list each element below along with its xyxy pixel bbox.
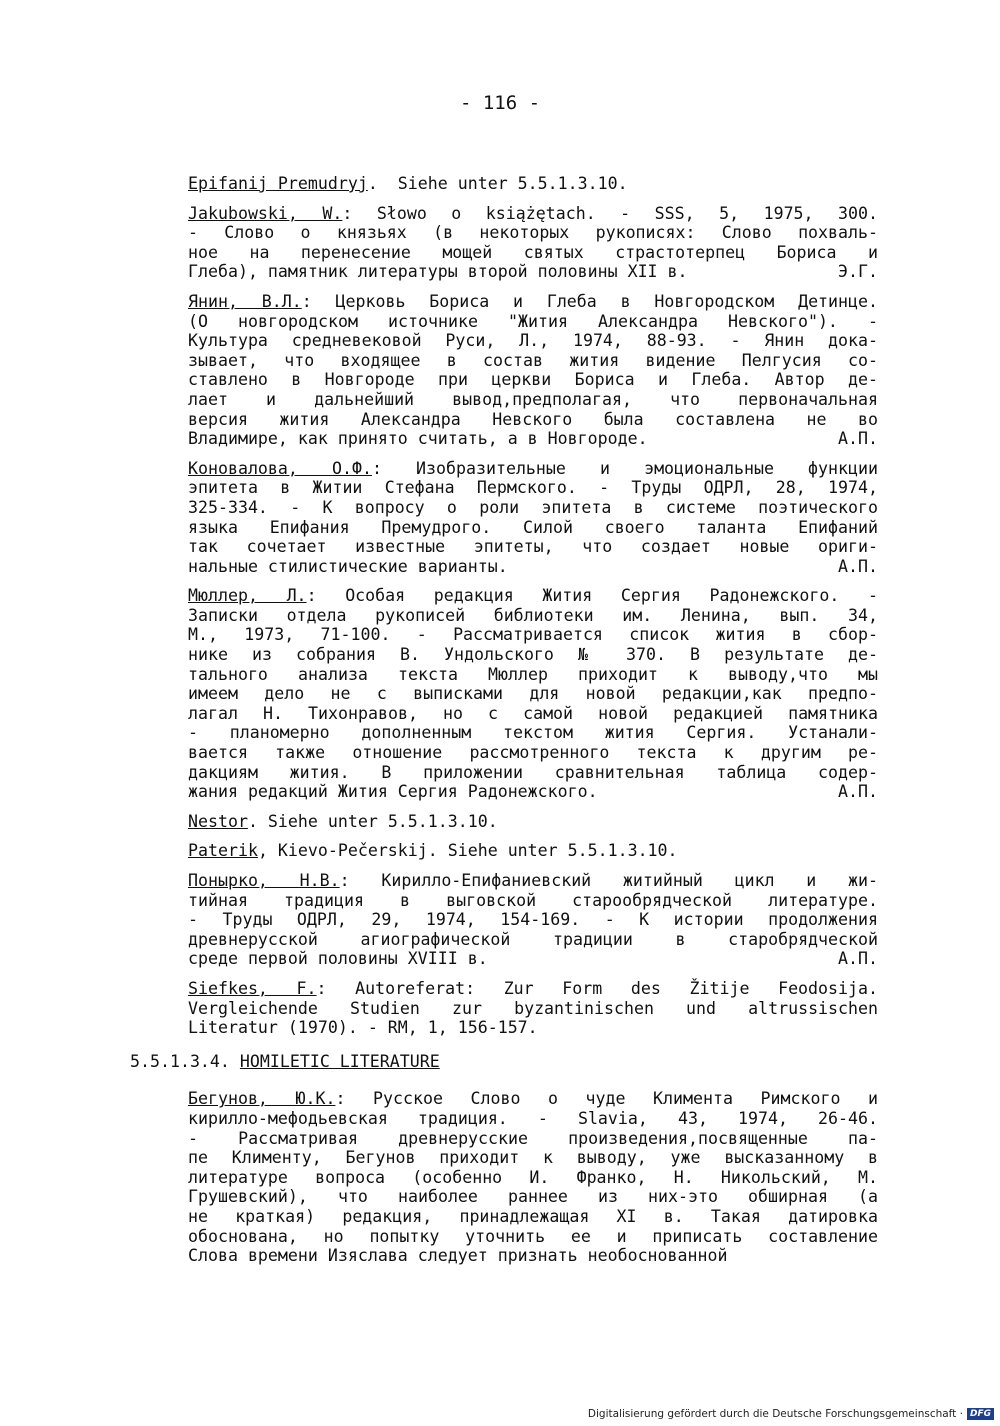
- entry-text: лагал Н. Тихонравов, но с самой новой редакцией памятника: [188, 703, 878, 723]
- entry-line: [188, 871, 878, 891]
- entry-line: [188, 498, 878, 518]
- entry-line: [188, 743, 878, 763]
- entry-line: [188, 841, 878, 861]
- entry-line: [188, 1109, 878, 1129]
- entry-line: [188, 312, 878, 332]
- entry-text: вается также отношение рассмотренного текста к другим ре-: [188, 743, 878, 763]
- entry-line: [188, 390, 878, 410]
- entry-line: [188, 1018, 878, 1038]
- entry-line: [188, 518, 878, 538]
- entry-text: имеем дело не с выписками для новой редакции,как предпо-: [188, 684, 878, 704]
- reviewer-initials: Э.Г.: [838, 262, 878, 282]
- entry-line: [188, 704, 878, 724]
- entry-text: 325-334. - К вопросу о роли эпитета в системе поэтического: [188, 497, 878, 517]
- entry-text: литературе вопроса (особенно И. Франко, Н. Никольский, М.: [188, 1167, 878, 1187]
- entry-text: - Рассматривая древнерусские произведения,посвященные па-: [188, 1128, 878, 1148]
- entry-text: нальные стилистические варианты.: [188, 556, 508, 576]
- entry-text: не краткая) редакция, принадлежащая XI в. Такая датировка: [188, 1206, 878, 1226]
- entry-text: пе Клименту, Бегунов приходит к выводу, уже высказанному в: [188, 1148, 878, 1168]
- entry-text: : Изобразительные и эмоциональные функции: [371, 458, 878, 478]
- section-number: 5.5.1.3.4.: [130, 1051, 240, 1071]
- entry-line: [188, 478, 878, 498]
- entry-text: : Autoreferat: Zur Form des Žitije Feodosija.: [316, 978, 878, 998]
- reviewer-initials: А.П.: [838, 949, 878, 969]
- entry-text: дакциям жития. В приложении сравнительная таблица содер-: [188, 762, 878, 782]
- entry-text: ное на перенесение мощей святых страстотерпец Бориса и: [188, 242, 878, 262]
- entry-text: - планомерно дополненным текстом жития Сергия. Устанали-: [188, 723, 878, 743]
- entry-line: [188, 979, 878, 999]
- entry-line: [188, 586, 878, 606]
- bibliography-entry: [188, 871, 878, 969]
- entry-line: [188, 459, 878, 479]
- entry-line: [188, 557, 878, 577]
- entry-line: [188, 684, 878, 704]
- entry-text: : Кирилло-Епифаниевский житийный цикл и жи-: [339, 871, 878, 890]
- entry-text: лает и дальнейший вывод,предполагая, что первоначальная: [188, 389, 878, 409]
- entry-line: [188, 1168, 878, 1188]
- entry-text: Культура средневековой Руси, Л., 1974, 88-93. - Янин дока-: [188, 331, 878, 351]
- entry-author: Siefkes, F.: [188, 978, 317, 998]
- entry-line: [188, 949, 878, 969]
- reviewer-initials: А.П.: [838, 429, 878, 449]
- entry-text: Грушевский), что наиболее раннее из них-это обширная (а: [188, 1187, 878, 1207]
- entry-line: [188, 606, 878, 626]
- entry-line: [188, 243, 878, 263]
- reviewer-initials: А.П.: [838, 782, 878, 802]
- entry-author: Янин, В.Л.: [188, 291, 302, 311]
- entry-text: среде первой половины XVIII в.: [188, 949, 488, 969]
- entry-line: [188, 351, 878, 371]
- entry-line: [188, 891, 878, 911]
- entry-line: [188, 292, 878, 312]
- entry-text: . Siehe unter 5.5.1.3.10.: [247, 811, 498, 831]
- reviewer-initials: А.П.: [838, 556, 878, 576]
- bibliography-entry: [188, 979, 878, 1038]
- entry-line: [188, 665, 878, 685]
- entry-text: эпитета в Житии Стефана Пермского. - Труды ОДРЛ, 28, 1974,: [188, 478, 878, 498]
- entry-line: [188, 429, 878, 449]
- entry-line: [188, 1089, 878, 1109]
- bibliography-entry: [188, 292, 878, 449]
- bibliography-entries-homiletic: [188, 1089, 878, 1265]
- entry-author: Nestor: [188, 811, 248, 831]
- entry-line: [188, 782, 878, 802]
- entry-text: зывает, что входящее в состав жития видение Пелгусия со-: [188, 350, 878, 370]
- entry-author: Коновалова, О.Ф.: [188, 458, 372, 478]
- entry-line: [188, 410, 878, 430]
- bibliography-entry: [188, 841, 878, 861]
- entry-text: : Церковь Бориса и Глеба в Новгородском Детинце.: [301, 291, 878, 311]
- entry-line: [188, 930, 878, 950]
- entry-author: Jakubowski, W.: [188, 203, 343, 223]
- entry-line: [188, 645, 878, 665]
- entry-author: Epifanij Premudryj: [188, 174, 368, 193]
- entry-line: [188, 1129, 878, 1149]
- entry-text: : Słowo o książętach. - SSS, 5, 1975, 300.: [342, 203, 878, 223]
- entry-text: языка Епифания Премудрого. Силой своего таланта Епифаний: [188, 517, 878, 537]
- page-number: - 116 -: [459, 92, 541, 114]
- bibliography-entry: [188, 586, 878, 802]
- entry-text: Владимире, как принято считать, а в Новгороде.: [188, 429, 648, 449]
- entry-line: [188, 723, 878, 743]
- entry-line: [188, 763, 878, 783]
- entry-line: [188, 331, 878, 351]
- bibliography-entry: [188, 812, 878, 832]
- entry-text: М., 1973, 71-100. - Рассматривается список жития в сбор-: [188, 625, 878, 645]
- entry-text: тийная традиция в выговской старообрядческой литературе.: [188, 890, 878, 910]
- entry-line: [188, 1246, 878, 1266]
- entry-line: [188, 537, 878, 557]
- entry-line: [188, 174, 878, 194]
- entry-line: [188, 999, 878, 1019]
- entry-line: [188, 370, 878, 390]
- entry-text: Записки отдела рукописей библиотеки им. Ленина, вып. 34,: [188, 605, 878, 625]
- bibliography-entry: [188, 204, 878, 282]
- entry-line: [188, 1227, 878, 1247]
- entry-text: : Русское Слово о чуде Климента Римского и: [335, 1089, 879, 1109]
- entry-text: . Siehe unter 5.5.1.3.10.: [367, 174, 628, 193]
- entry-author: Бегунов, Ю.К.: [188, 1089, 336, 1109]
- entry-text: кирилло-мефодьевская традиция. - Slavia, 43, 1974, 26-46.: [188, 1108, 878, 1128]
- entry-line: [188, 910, 878, 930]
- entry-author: Paterik: [188, 841, 258, 861]
- entry-text: версия жития Александра Невского была составлена не во: [188, 409, 878, 429]
- entry-text: древнерусской агиографической традиции в старобрядческой: [188, 929, 878, 949]
- digitization-credit: [588, 1408, 994, 1420]
- entry-text: обоснована, но попытку уточнить ее и приписать составление: [188, 1226, 878, 1246]
- entry-line: [188, 223, 878, 243]
- credit-text: Digitalisierung gefördert durch die Deutsche Forschungsgemeinschaft ·: [587, 1408, 963, 1420]
- bibliography-entry: [188, 459, 878, 577]
- entry-text: нике из собрания В. Ундольского № 370. В результате де-: [188, 645, 878, 665]
- entry-text: : Особая редакция Жития Сергия Радонежского. -: [306, 586, 878, 606]
- bibliography-entries: [188, 174, 878, 1038]
- entry-line: [188, 1207, 878, 1227]
- entry-text: жания редакций Жития Сергия Радонежского.: [188, 782, 598, 802]
- entry-line: [188, 812, 878, 832]
- entry-text: Vergleichende Studien zur byzantinischen und altrussischen: [188, 998, 878, 1018]
- bibliography-entry: [188, 1089, 878, 1265]
- entry-line: [188, 625, 878, 645]
- entry-author: Понырко, Н.В.: [188, 871, 340, 890]
- entry-text: так сочетает известные эпитеты, что создает новые ориги-: [188, 537, 878, 557]
- entry-text: - Труды ОДРЛ, 29, 1974, 154-169. - К истории продолжения: [188, 910, 878, 930]
- entry-author: Мюллер, Л.: [188, 586, 307, 606]
- entry-text: Глеба), памятник литературы второй половины XII в.: [188, 262, 688, 282]
- dfg-logo: DFG: [967, 1408, 994, 1420]
- entry-text: , Kievo-Pečerskij. Siehe unter 5.5.1.3.10.: [257, 841, 678, 861]
- entry-text: (О новгородском источнике "Жития Александра Невского"). -: [188, 311, 878, 331]
- entry-text: Literatur (1970). - RM, 1, 156-157.: [188, 1018, 538, 1038]
- entry-text: тального анализа текста Мюллер приходит к выводу,что мы: [188, 664, 878, 684]
- section-title: HOMILETIC LITERATURE: [239, 1051, 440, 1071]
- entry-text: - Слово о князьях (в некоторых рукописях: Слово похваль-: [188, 223, 878, 243]
- entry-line: [188, 1187, 878, 1207]
- entry-text: Слова времени Изяслава следует признать необоснованной: [188, 1246, 728, 1266]
- bibliography-entry: [188, 174, 878, 194]
- entry-line: [188, 1148, 878, 1168]
- entry-line: [188, 262, 878, 282]
- entry-line: [188, 204, 878, 224]
- entry-text: ставлено в Новгороде при церкви Бориса и Глеба. Автор де-: [188, 370, 878, 390]
- section-heading: [130, 1052, 878, 1072]
- page-body: [130, 174, 879, 1276]
